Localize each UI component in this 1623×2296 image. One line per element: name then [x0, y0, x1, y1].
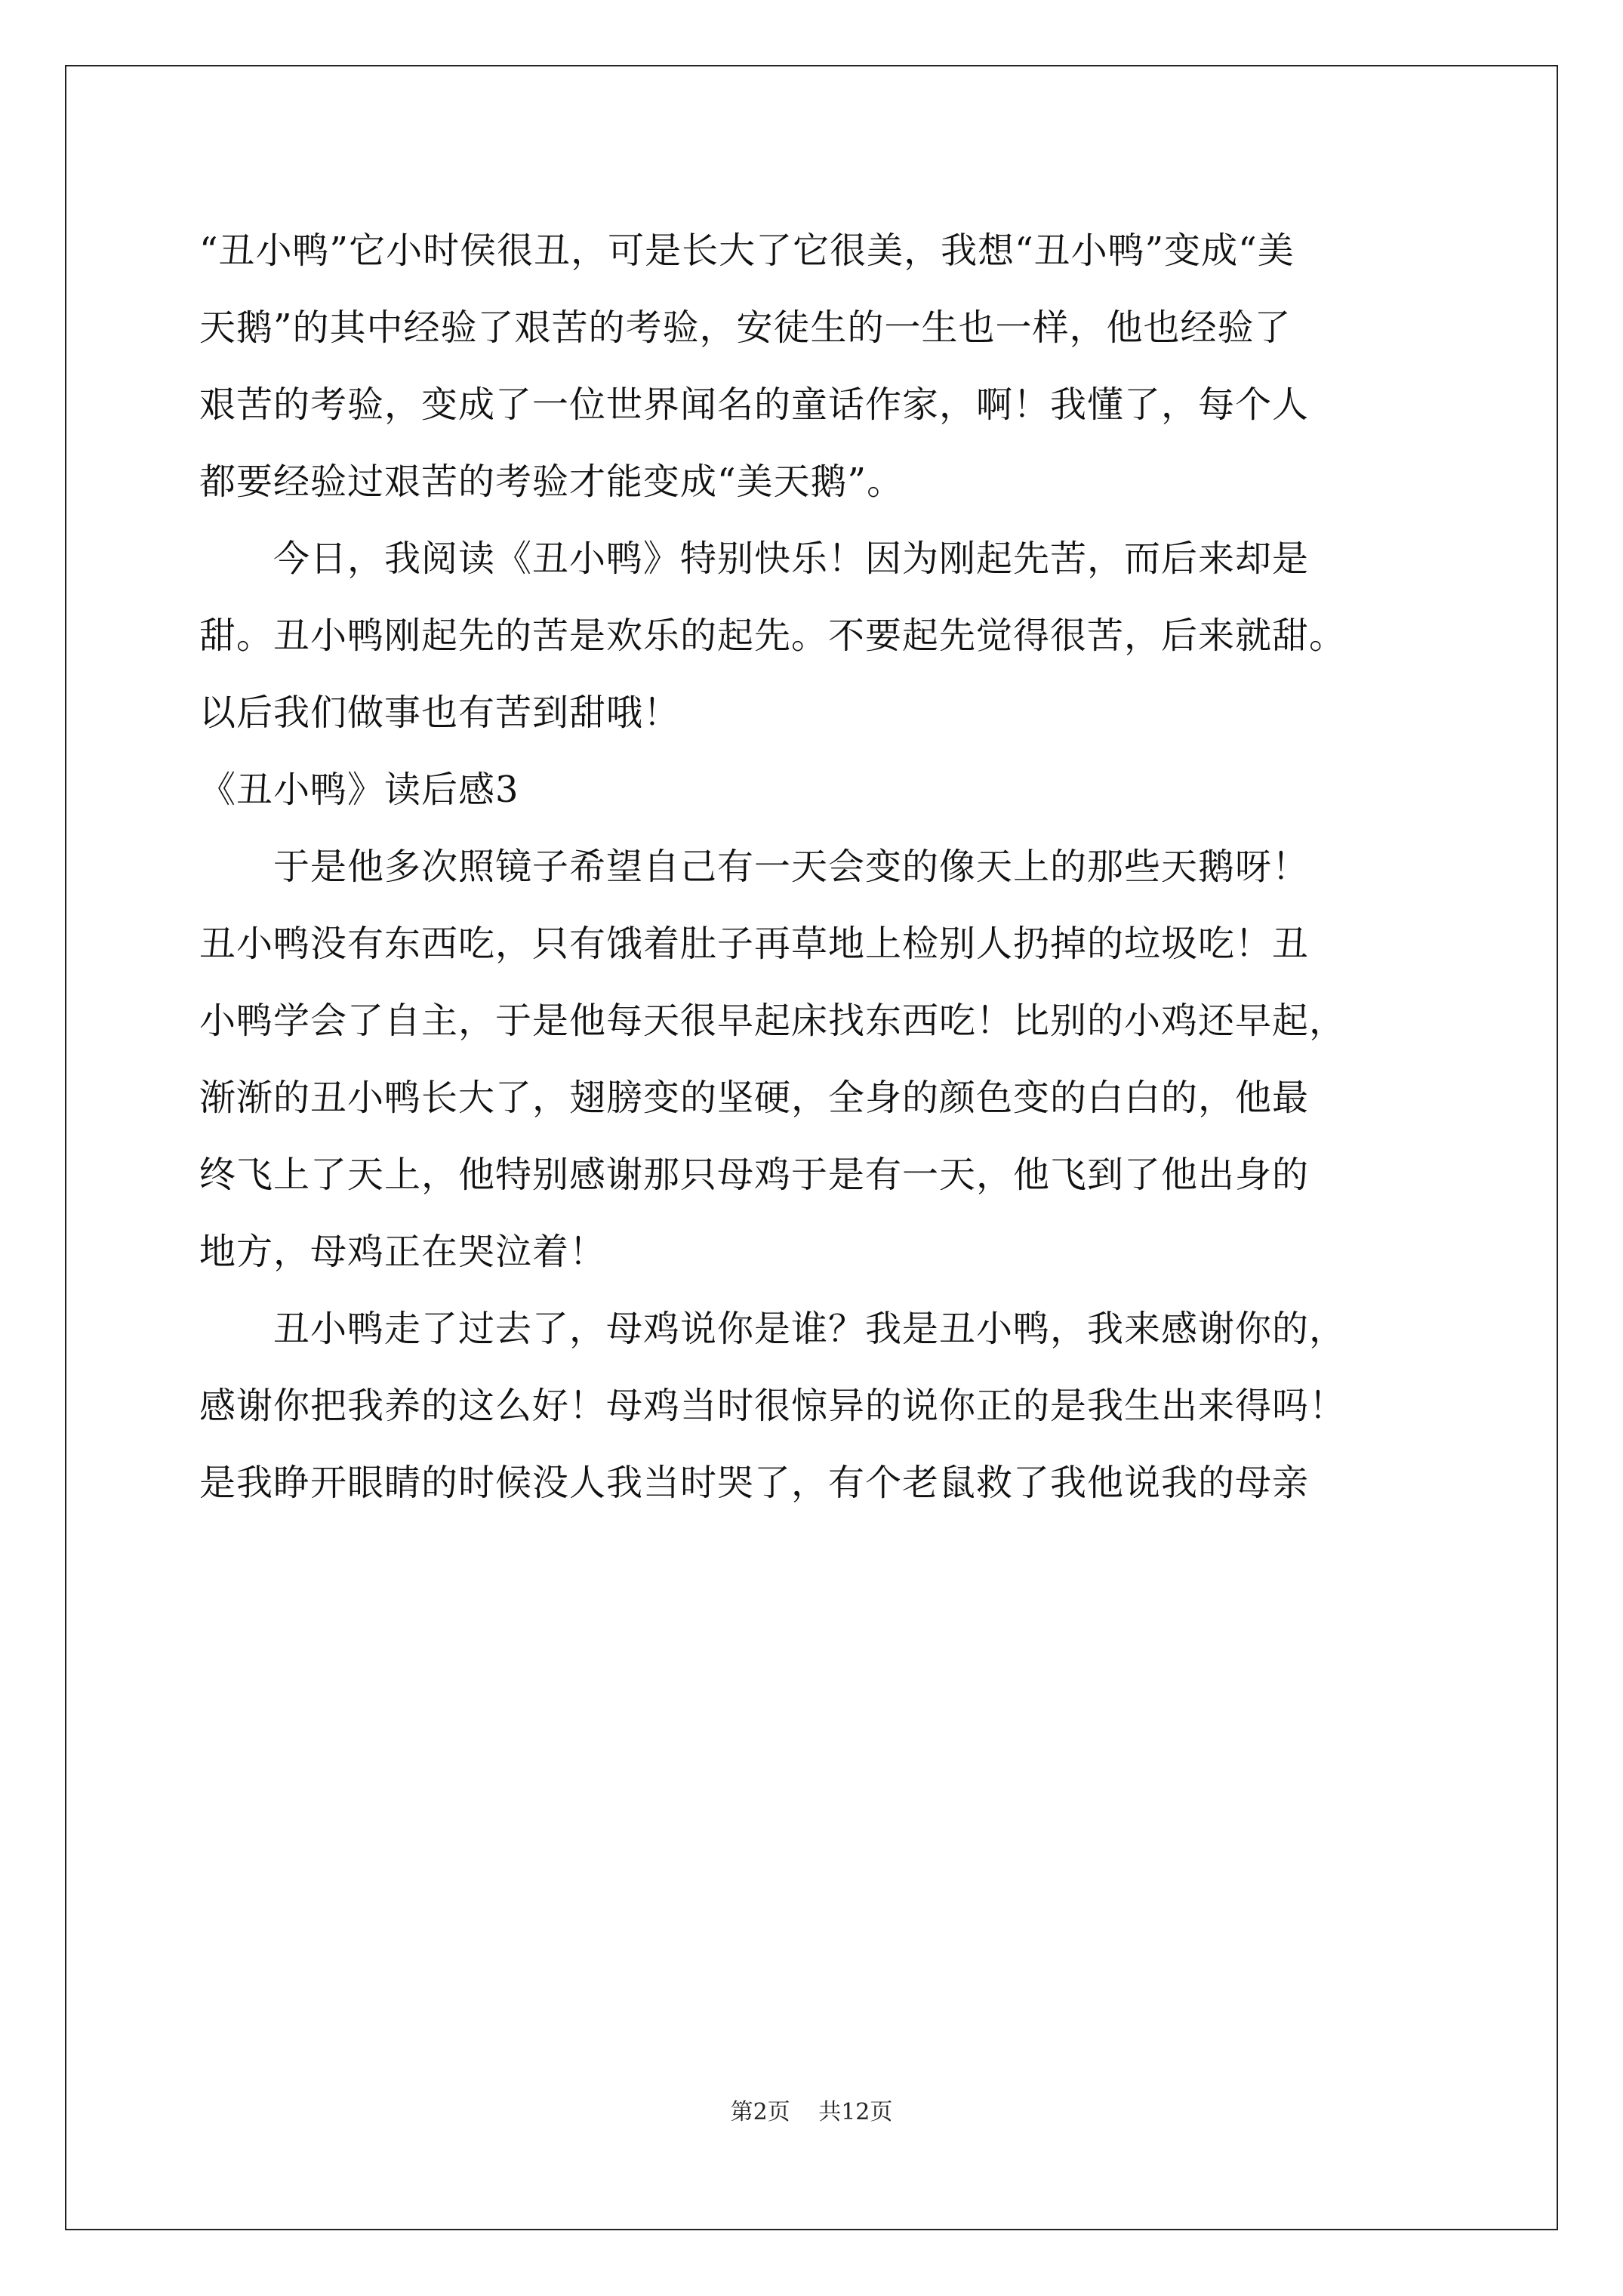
section-heading: 《丑小鸭》读后感3: [199, 769, 519, 811]
text-line: 甜。丑小鸭刚起先的苦是欢乐的起先。不要起先觉得很苦，后来就甜。: [199, 615, 1347, 657]
text-line: 于是他多次照镜子希望自己有一天会变的像天上的那些天鹅呀！: [199, 846, 1310, 888]
text-line: 终飞上了天上，他特别感谢那只母鸡于是有一天，他飞到了他出身的: [199, 1154, 1310, 1196]
text-line: 地方，母鸡正在哭泣着！: [199, 1231, 607, 1273]
page-footer: [0, 2097, 1623, 2128]
text-line: 是我睁开眼睛的时候没人我当时哭了，有个老鼠救了我他说我的母亲: [199, 1462, 1310, 1504]
text-line: 都要经验过艰苦的考验才能变成“美天鹅”。: [199, 461, 904, 503]
text-line: 感谢你把我养的这么好！母鸡当时很惊异的说你正的是我生出来得吗！: [199, 1385, 1347, 1427]
text-line: 小鸭学会了自主，于是他每天很早起床找东西吃！比别的小鸡还早起，: [199, 1000, 1347, 1042]
text-line: 丑小鸭走了过去了，母鸡说你是谁？我是丑小鸭，我来感谢你的，: [199, 1308, 1347, 1350]
text-line: 艰苦的考验，变成了一位世界闻名的童话作家，啊！我懂了，每个人: [199, 384, 1310, 426]
page-total: 共12页: [818, 2099, 893, 2125]
text-line: “丑小鸭”它小时侯很丑，可是长大了它很美，我想“丑小鸭”变成“美: [199, 230, 1295, 272]
text-line: 渐渐的丑小鸭长大了，翅膀变的坚硬，全身的颜色变的白白的，他最: [199, 1077, 1310, 1119]
text-line: 丑小鸭没有东西吃，只有饿着肚子再草地上检别人扔掉的垃圾吃！丑: [199, 923, 1310, 965]
text-line: 以后我们做事也有苦到甜哦！: [199, 692, 681, 734]
text-line: 天鹅”的其中经验了艰苦的考验，安徒生的一生也一样，他也经验了: [199, 307, 1292, 349]
page-number: 第2页: [730, 2099, 790, 2125]
text-line: 今日，我阅读《丑小鸭》特别快乐！因为刚起先苦，而后来却是: [199, 538, 1310, 580]
